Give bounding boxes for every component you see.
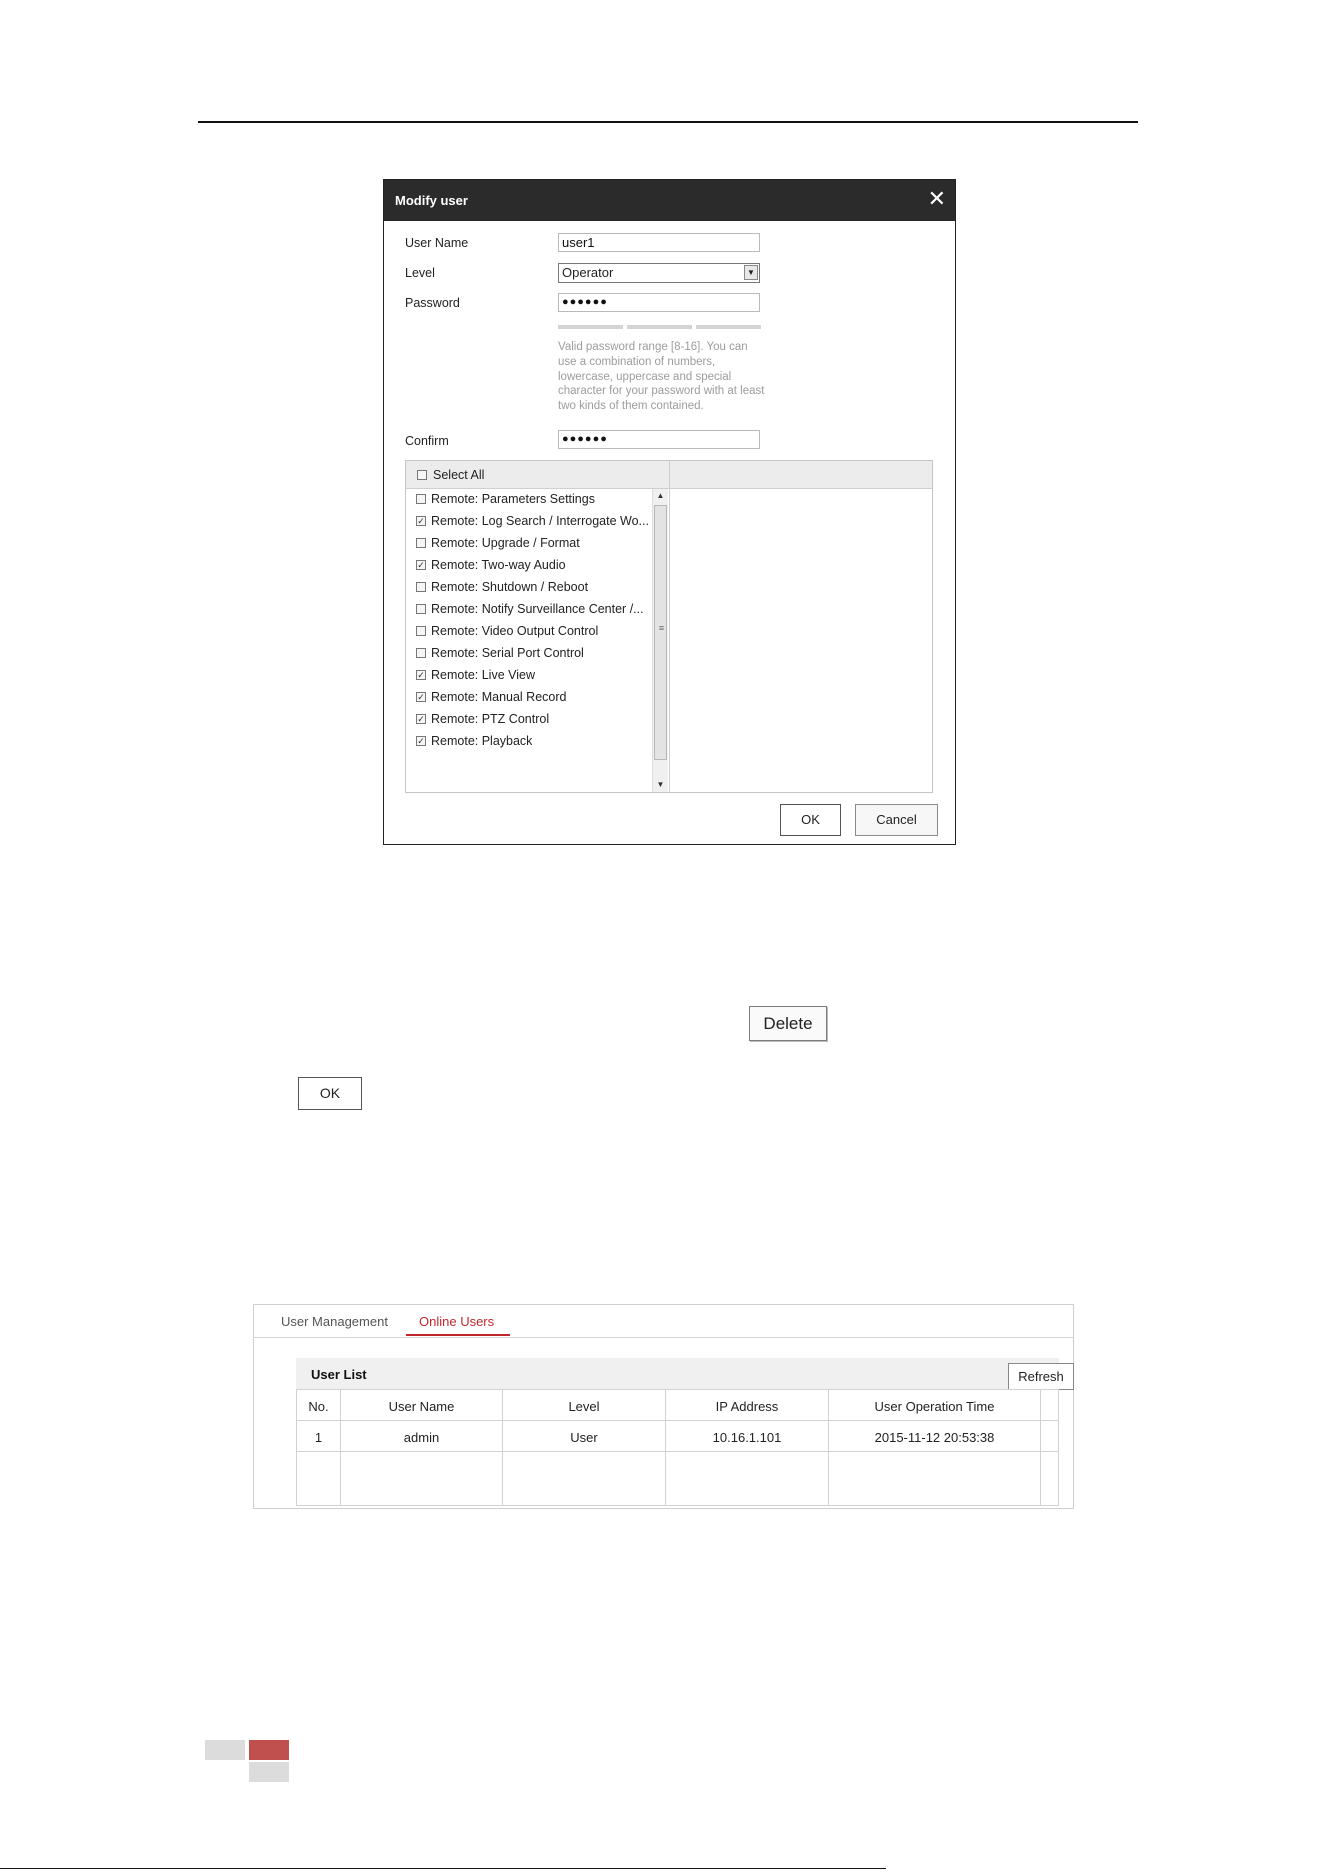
- password-input[interactable]: ●●●●●●: [558, 293, 760, 312]
- permission-column-divider: [669, 461, 670, 792]
- password-strength-bar-2: [627, 325, 692, 329]
- dropdown-arrow-icon[interactable]: ▼: [744, 265, 758, 280]
- password-strength-bar-3: [696, 325, 761, 329]
- footer-block-grey: [205, 1740, 245, 1760]
- permission-label: Remote: Parameters Settings: [431, 492, 595, 506]
- permission-label: Remote: Playback: [431, 734, 533, 748]
- online-users-table: [296, 1389, 1059, 1506]
- checkbox-checked-icon[interactable]: ✓: [417, 516, 425, 526]
- table-cell-no: 1: [314, 1430, 323, 1445]
- password-strength-bar-1: [558, 325, 623, 329]
- permission-item[interactable]: [416, 621, 652, 641]
- column-header-no: No.: [308, 1399, 329, 1414]
- scrollbar-thumb[interactable]: [654, 505, 667, 760]
- checkbox-icon[interactable]: [416, 582, 426, 592]
- permission-label: Remote: Shutdown / Reboot: [431, 580, 589, 594]
- checkbox-checked-icon[interactable]: ✓: [417, 670, 425, 680]
- checkbox-icon[interactable]: [416, 648, 426, 658]
- password-label: Password: [405, 296, 460, 310]
- tab-user-management[interactable]: User Management: [281, 1314, 388, 1329]
- permission-item[interactable]: [416, 665, 652, 685]
- footer-block-grey-2: [249, 1762, 289, 1782]
- dialog-title: Modify user: [395, 193, 468, 208]
- column-divider: [1040, 1390, 1041, 1505]
- delete-button[interactable]: Delete: [749, 1006, 827, 1041]
- permission-item[interactable]: [416, 709, 652, 729]
- permission-label: Remote: Log Search / Interrogate Wo...: [431, 514, 649, 528]
- column-header-ip-address: IP Address: [715, 1399, 779, 1414]
- close-icon[interactable]: ✕: [927, 186, 946, 211]
- confirm-ok-button[interactable]: OK: [298, 1077, 362, 1110]
- table-cell-user-name: admin: [403, 1430, 440, 1445]
- checkbox-icon[interactable]: [416, 626, 426, 636]
- level-select-value: Operator: [562, 265, 614, 280]
- page-top-rule: [198, 121, 1138, 123]
- row-divider: [297, 1451, 1058, 1452]
- permission-item[interactable]: [416, 577, 652, 597]
- refresh-button[interactable]: Refresh: [1008, 1363, 1074, 1390]
- confirm-password-input[interactable]: ●●●●●●: [558, 430, 760, 449]
- level-select[interactable]: [558, 263, 760, 283]
- permission-item[interactable]: [416, 643, 652, 663]
- select-all-checkbox[interactable]: [417, 468, 484, 482]
- scroll-down-arrow-icon[interactable]: ▼: [656, 780, 665, 789]
- permission-list-box: [405, 460, 933, 793]
- checkbox-icon[interactable]: [416, 538, 426, 548]
- scrollbar-grip-icon: ≡: [658, 623, 665, 633]
- permission-item[interactable]: [416, 511, 652, 531]
- user-list-title: User List: [311, 1367, 367, 1382]
- level-label: Level: [405, 266, 435, 280]
- permission-label: Remote: Serial Port Control: [431, 646, 584, 660]
- column-header-user-name: User Name: [388, 1399, 455, 1414]
- user-list-header: [296, 1358, 1064, 1389]
- checkbox-icon[interactable]: [416, 494, 426, 504]
- permission-label: Remote: Notify Surveillance Center /...: [431, 602, 644, 616]
- confirm-label: Confirm: [405, 434, 449, 448]
- checkbox-checked-icon[interactable]: ✓: [417, 736, 425, 746]
- permission-item[interactable]: [416, 489, 652, 509]
- select-all-label: Select All: [433, 468, 485, 482]
- permission-label: Remote: PTZ Control: [431, 712, 550, 726]
- permission-label: Remote: Upgrade / Format: [431, 536, 580, 550]
- permission-list: [406, 489, 652, 792]
- checkbox-checked-icon[interactable]: ✓: [417, 692, 425, 702]
- column-header-level: Level: [568, 1399, 600, 1414]
- checkbox-checked-icon[interactable]: ✓: [417, 714, 425, 724]
- password-hint: Valid password range [8-16]. You can use a combination of numbers, lowercase, uppercase and special character for your password with at least two kinds of them contained.: [558, 341, 765, 413]
- dialog-title-bar: [384, 180, 955, 221]
- page-bottom-rule: [0, 1868, 886, 1869]
- ok-button[interactable]: OK: [780, 804, 841, 836]
- active-tab-indicator: [406, 1334, 510, 1336]
- column-header-operation-time: User Operation Time: [874, 1399, 995, 1414]
- user-name-label: User Name: [405, 236, 469, 250]
- permission-item[interactable]: [416, 731, 652, 751]
- permission-item[interactable]: [416, 533, 652, 553]
- footer-block-red: [249, 1740, 289, 1760]
- checkbox-checked-icon[interactable]: ✓: [417, 560, 425, 570]
- table-cell-level: User: [570, 1430, 598, 1445]
- permission-list-scrollbar[interactable]: [652, 489, 668, 792]
- row-divider: [297, 1420, 1058, 1421]
- modify-user-dialog: [383, 179, 956, 845]
- permission-item[interactable]: [416, 555, 652, 575]
- table-cell-operation-time: 2015-11-12 20:53:38: [874, 1430, 995, 1445]
- checkbox-icon[interactable]: [416, 604, 426, 614]
- permission-label: Remote: Video Output Control: [431, 624, 599, 638]
- checkbox-icon[interactable]: [417, 470, 427, 480]
- permission-label: Remote: Live View: [431, 668, 535, 682]
- online-users-panel: [253, 1304, 1074, 1509]
- tab-online-users[interactable]: Online Users: [419, 1314, 495, 1329]
- tab-bar: [254, 1305, 1073, 1338]
- permission-label: Remote: Manual Record: [431, 690, 567, 704]
- user-name-input[interactable]: user1: [558, 233, 760, 252]
- scroll-up-arrow-icon[interactable]: ▲: [656, 491, 665, 500]
- permission-item[interactable]: [416, 599, 652, 619]
- permission-label: Remote: Two-way Audio: [431, 558, 566, 572]
- permission-item[interactable]: [416, 687, 652, 707]
- cancel-button[interactable]: Cancel: [855, 804, 938, 836]
- table-cell-ip-address: 10.16.1.101: [712, 1430, 782, 1445]
